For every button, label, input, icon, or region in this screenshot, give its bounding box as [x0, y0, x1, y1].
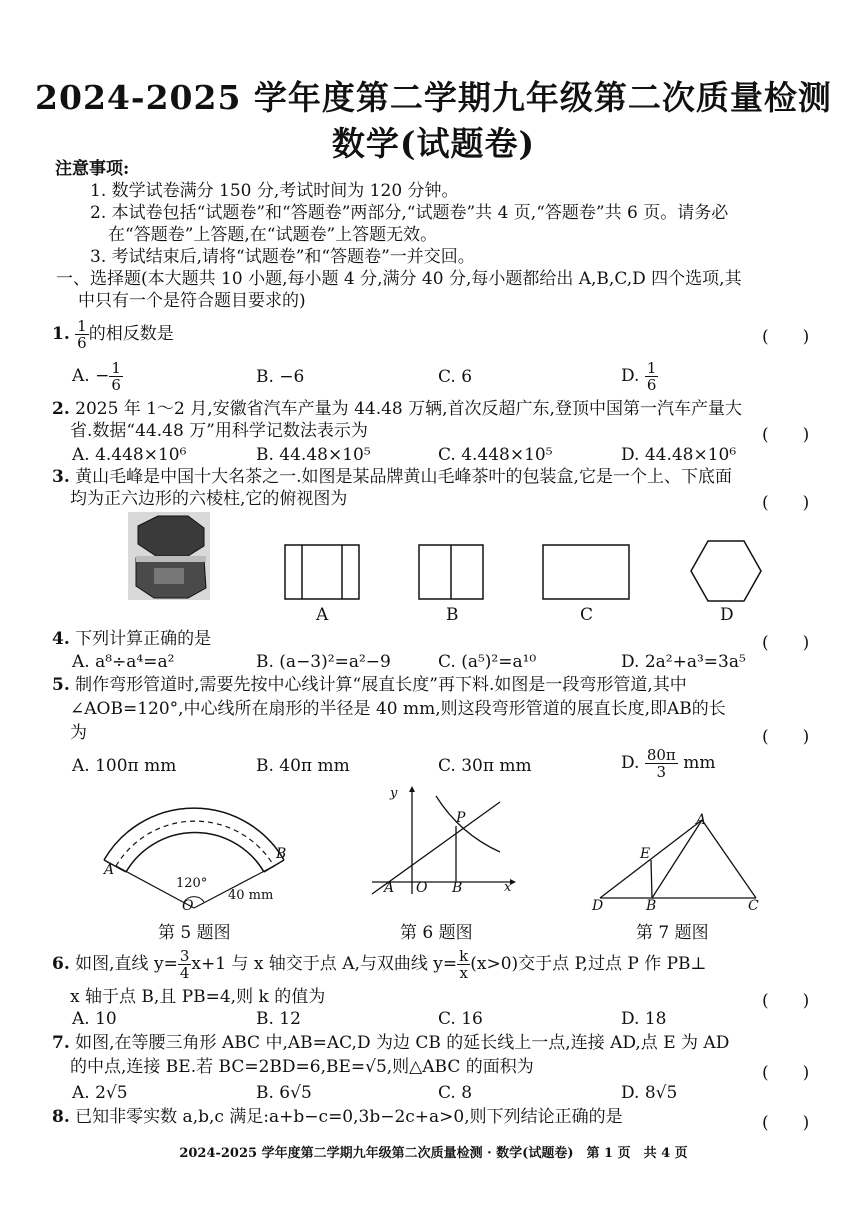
- question-text: x+1 与 x 轴交于点 A,与双曲线 y=: [191, 954, 458, 974]
- point-label: D: [592, 898, 604, 914]
- page-subtitle: 数学(试题卷): [331, 124, 536, 163]
- tea-box-photo: [128, 512, 210, 600]
- option-d: [621, 358, 658, 394]
- option-a: A. 2√5: [72, 1083, 128, 1103]
- figure-7-triangle: [596, 816, 760, 900]
- question-text-cont: 省.数据“44.48 万”用科学记数法表示为: [70, 421, 368, 441]
- angle-label: 120°: [176, 876, 208, 891]
- option-c: C. (a⁵)²=a¹⁰: [438, 652, 537, 672]
- question-4: [52, 628, 211, 650]
- option-d: D. 44.48×10⁶: [621, 445, 737, 465]
- option-label: D.: [621, 366, 640, 386]
- question-text: (x>0)交于点 P,过点 P 作 PB⊥: [470, 954, 707, 974]
- denominator: 6: [77, 334, 87, 352]
- point-label: A: [696, 812, 707, 828]
- question-text-cont: 的中点,连接 BE.若 BC=2BD=6,BE=√5,则△ABC 的面积为: [70, 1057, 534, 1077]
- question-number: 5.: [52, 675, 70, 695]
- point-label: B: [646, 898, 657, 914]
- option-d-figure: [690, 540, 762, 602]
- radius-label: 40 mm: [228, 888, 274, 903]
- denominator: x: [459, 964, 468, 982]
- question-text: 制作弯形管道时,需要先按中心线计算“展直长度”再下料.如图是一段弯形管道,其中: [75, 675, 687, 695]
- axis-label: x: [504, 880, 512, 895]
- answer-paren: ( ): [762, 425, 810, 445]
- fraction: [75, 318, 89, 351]
- question-text: 已知非零实数 a,b,c 满足:a+b−c=0,3b−2c+a>0,则下列结论正确的是: [75, 1107, 623, 1127]
- figure-label: B: [446, 605, 459, 625]
- option-c: C. 6: [438, 367, 473, 387]
- figure-label: D: [720, 605, 734, 625]
- option-a-figure: [284, 544, 360, 600]
- option-a: A. 10: [72, 1009, 117, 1029]
- section-heading: 一、选择题(本大题共 10 小题,每小题 4 分,满分 40 分,每小题都给出 A,B,C,D 四个选项,其: [56, 269, 742, 289]
- figure-caption: 第 5 题图: [158, 923, 231, 943]
- option-a: A. 4.448×10⁶: [72, 445, 187, 465]
- option-b: B. 40π mm: [256, 756, 350, 776]
- option-d: D. 18: [621, 1009, 667, 1029]
- question-text: 2025 年 1～2 月,安徽省汽车产量为 44.48 万辆,首次反超广东,登顶中国第一汽车产量大: [75, 399, 742, 419]
- denominator: 3: [656, 763, 667, 781]
- question-5: [52, 674, 687, 696]
- figure-caption: 第 7 题图: [636, 923, 709, 943]
- question-6: [52, 946, 707, 982]
- question-text: 下列计算正确的是: [75, 629, 212, 649]
- fraction: [457, 948, 470, 981]
- option-a: A. a⁸÷a⁴=a²: [72, 652, 175, 672]
- question-text-cont: x 轴于点 B,且 PB=4,则 k 的值为: [70, 987, 326, 1007]
- question-8: [52, 1106, 623, 1128]
- point-label: E: [640, 846, 651, 862]
- option-a: [72, 358, 123, 394]
- question-text: 如图,直线 y=: [75, 954, 178, 974]
- question-text: 如图,在等腰三角形 ABC 中,AB=AC,D 为边 CB 的延长线上一点,连接 AD,点 E 为 AD: [75, 1033, 730, 1053]
- question-2: [52, 398, 742, 420]
- option-label: D.: [621, 753, 640, 773]
- notes-item: 3. 考试结束后,请将“试题卷”和“答题卷”一并交回。: [90, 247, 475, 267]
- question-number: 3.: [52, 467, 70, 487]
- question-3: [52, 466, 732, 488]
- unit: mm: [683, 753, 716, 773]
- question-1: [52, 316, 174, 352]
- denominator: 6: [111, 376, 121, 394]
- option-b-figure: [418, 544, 484, 600]
- numerator: 1: [77, 317, 87, 335]
- question-text-cont: 均为正六边形的六棱柱,它的俯视图为: [70, 489, 348, 509]
- axis-label: y: [390, 786, 398, 801]
- page-footer: 2024-2025 学年度第二学期九年级第二次质量检测 · 数学(试题卷) 第 1 页 共 4 页: [179, 1146, 688, 1161]
- numerator: 1: [646, 359, 657, 377]
- fraction: [178, 948, 192, 981]
- question-text: 黄山毛峰是中国十大名茶之一.如图是某品牌黄山毛峰茶叶的包装盒,它是一个上、下底面: [75, 467, 732, 487]
- fraction: [645, 747, 678, 780]
- notes-item: 在“答题卷”上答题,在“试题卷”上答题无效。: [108, 225, 438, 245]
- option-d: [621, 745, 715, 781]
- point-label: C: [748, 898, 759, 914]
- option-a: A. 100π mm: [72, 756, 177, 776]
- question-text-cont: 为: [70, 723, 87, 743]
- option-c: C. 30π mm: [438, 756, 532, 776]
- figure-label: A: [316, 605, 329, 625]
- option-c-figure: [542, 544, 630, 600]
- point-label: P: [456, 810, 466, 826]
- option-label: A. −: [72, 366, 110, 386]
- question-7: [52, 1032, 729, 1054]
- option-d: D. 8√5: [621, 1083, 678, 1103]
- point-label: A: [104, 862, 115, 878]
- question-number: 4.: [52, 629, 70, 649]
- question-number: 1.: [52, 324, 70, 344]
- point-label: A: [384, 880, 395, 896]
- option-c: C. 8: [438, 1083, 473, 1103]
- answer-paren: ( ): [762, 1063, 810, 1083]
- point-label: O: [182, 898, 194, 914]
- option-b: B. −6: [256, 367, 305, 387]
- figure-caption: 第 6 题图: [400, 923, 473, 943]
- denominator: 6: [646, 376, 657, 394]
- notes-item: 1. 数学试卷满分 150 分,考试时间为 120 分钟。: [90, 181, 459, 201]
- question-number: 7.: [52, 1033, 70, 1053]
- figure-label: C: [580, 605, 594, 625]
- option-b: B. 44.48×10⁵: [256, 445, 371, 465]
- option-d: D. 2a²+a³=3a⁵: [621, 652, 746, 672]
- notes-item: 2. 本试卷包括“试题卷”和“答题卷”两部分,“试题卷”共 4 页,“答题卷”共 6 页。请务必: [90, 203, 729, 223]
- point-label: O: [416, 880, 428, 896]
- numerator: k: [459, 947, 469, 965]
- fraction: [109, 360, 123, 393]
- answer-paren: ( ): [762, 1113, 810, 1133]
- option-b: B. 6√5: [256, 1083, 312, 1103]
- answer-paren: ( ): [762, 991, 810, 1011]
- numerator: 80π: [646, 746, 676, 764]
- answer-paren: ( ): [762, 633, 810, 653]
- point-label: B: [452, 880, 463, 896]
- question-number: 6.: [52, 954, 70, 974]
- denominator: 4: [179, 964, 190, 982]
- question-text-cont: ∠AOB=120°,中心线所在扇形的半径是 40 mm,则这段弯形管道的展直长度,即AB的长: [70, 699, 726, 719]
- section-heading-cont: 中只有一个是符合题目要求的): [78, 291, 306, 311]
- option-c: C. 16: [438, 1009, 483, 1029]
- fraction: [645, 360, 659, 393]
- question-number: 2.: [52, 399, 70, 419]
- answer-paren: ( ): [762, 727, 810, 747]
- option-c: C. 4.448×10⁵: [438, 445, 553, 465]
- question-number: 8.: [52, 1107, 70, 1127]
- numerator: 3: [179, 947, 190, 965]
- numerator: 1: [111, 359, 121, 377]
- point-label: B: [276, 846, 287, 862]
- notes-heading: 注意事项:: [55, 159, 130, 179]
- answer-paren: ( ): [762, 493, 810, 513]
- option-b: B. (a−3)²=a²−9: [256, 652, 391, 672]
- page-title: 2024-2025 学年度第二学期九年级第二次质量检测: [35, 78, 832, 117]
- answer-paren: ( ): [762, 327, 810, 347]
- option-b: B. 12: [256, 1009, 301, 1029]
- question-text: 的相反数是: [88, 324, 174, 344]
